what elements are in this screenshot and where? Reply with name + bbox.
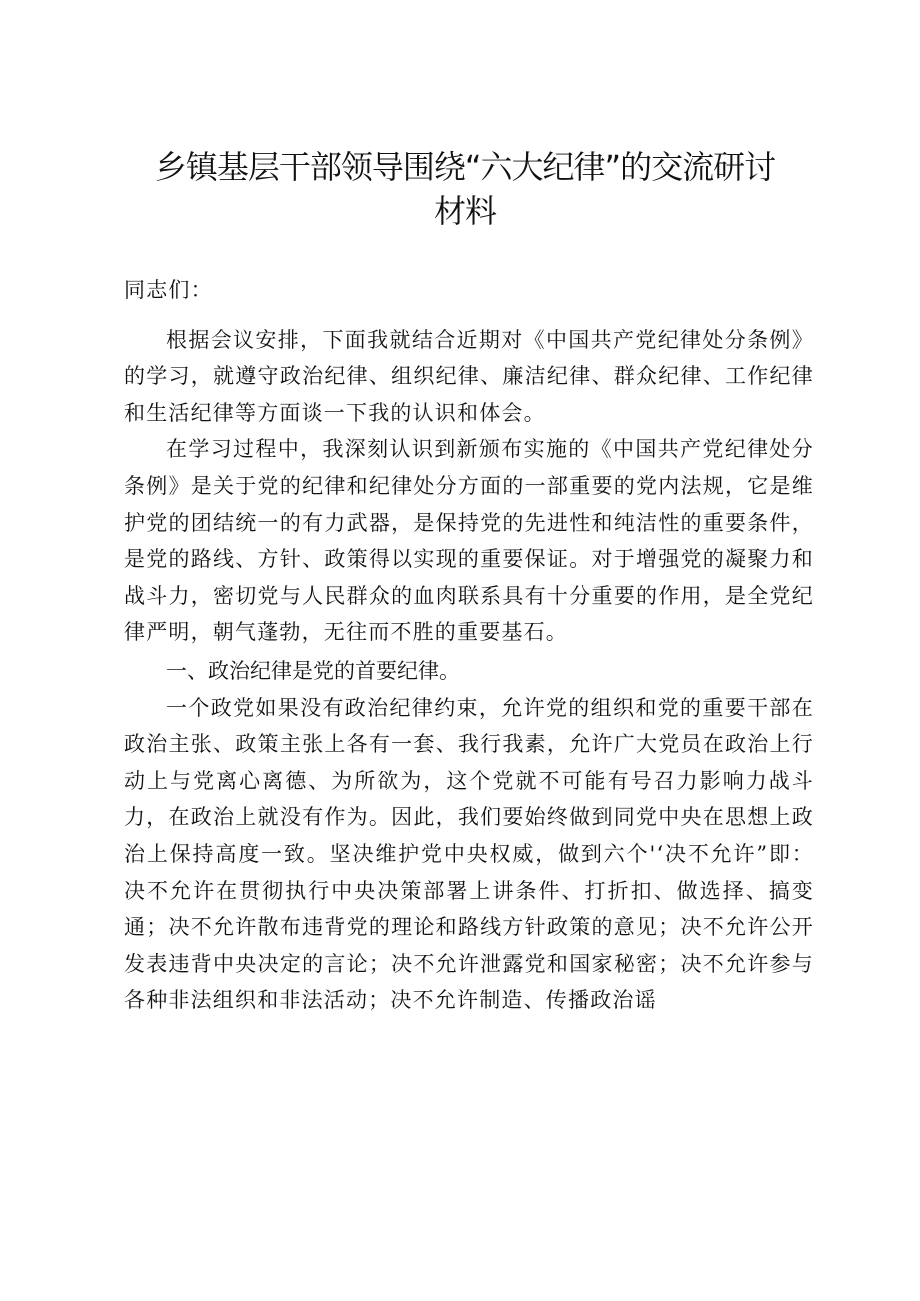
- title-line-1: 乡镇基层干部领导围绕“六大纪律”的交流研讨: [154, 148, 776, 186]
- section-heading: 一、政治纪律是党的首要纪律。: [166, 658, 460, 683]
- section-paragraph: 一个政党如果没有政治纪律约束，允许党的组织和党的重要干部在政治主张、政策主张上各有一套、我行我素，允许广大党员在政治上行动上与党离心离德、为所欲为，这个党就不可能有号召力影响力战斗力，在政治上就没有作为。因此，我们要始终做到同党中央在思想上政治上保持高度一致。坚决维护党中央权威，做到六个'‘决不允许”即：决不允许在贯彻执行中央决策部署上讲条件、打折扣、做选择、搞变通；决不允许散布违背党的理论和路线方针政策的意见；决不允许公开发表违背中央决定的言论；决不允许泄露党和国家秘密；决不允许参与各种非法组织和非法活动；决不允许制造、传播政治谣: [124, 695, 814, 1013]
- paragraph-learning: 在学习过程中，我深刻认识到新颁布实施的《中国共产党纪律处分条例》是关于党的纪律和纪律处分方面的一部重要的党内法规，它是维护党的团结统一的有力武器，是保持党的先进性和纯洁性的重要条件，是党的路线、方针、政策得以实现的重要保证。对于增强党的凝聚力和战斗力，密切党与人民群众的血肉联系具有十分重要的作用，是全党纪律严明，朝气蓬勃，无往而不胜的重要基石。: [124, 437, 814, 645]
- title-line-2: 材料: [433, 192, 496, 230]
- paragraph-intro: 根据会议安排，下面我就结合近期对《中国共产党纪律处分条例》的学习，就遵守政治纪律、组织纪律、廉洁纪律、群众纪律、工作纪律和生活纪律等方面谈一下我的认识和体会。: [124, 327, 814, 425]
- document-body: [124, 272, 814, 1019]
- document-title: [120, 145, 810, 233]
- salutation: 同志们：: [124, 278, 213, 302]
